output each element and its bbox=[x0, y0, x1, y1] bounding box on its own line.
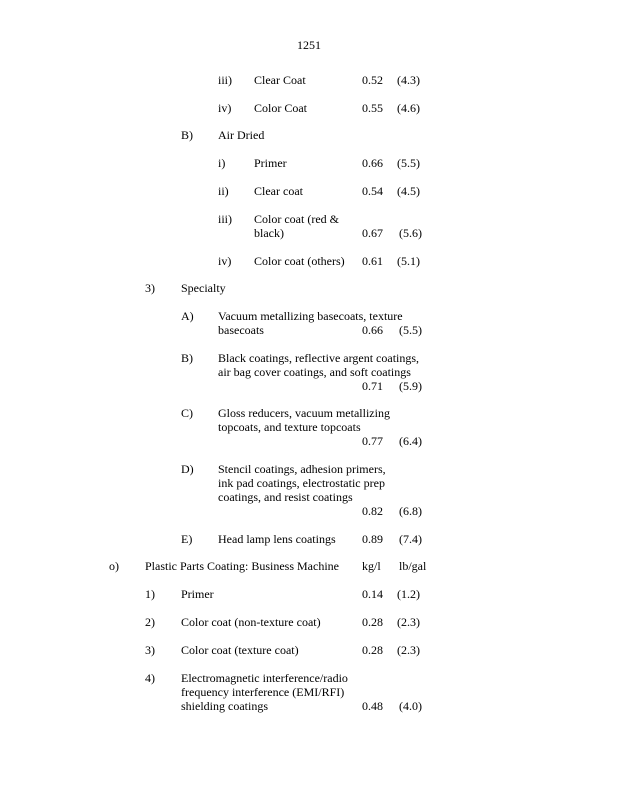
item-label: 4) bbox=[145, 671, 155, 685]
item-text: Color coat (non-texture coat) bbox=[181, 615, 321, 629]
item-gal-value: (4.6) bbox=[397, 101, 420, 115]
item-kg-value: 0.28 bbox=[362, 643, 383, 657]
item-text: Electromagnetic interference/radio frequency interference (EMI/RFI) shielding coatings bbox=[181, 671, 348, 713]
item-label: E) bbox=[181, 532, 193, 546]
item-label: iv) bbox=[218, 254, 232, 268]
item-gal-value: (5.1) bbox=[397, 254, 420, 268]
item-text: Color coat (others) bbox=[254, 254, 345, 268]
item-text: Vacuum metallizing basecoats, texture basecoats bbox=[218, 309, 403, 337]
item-text: Gloss reducers, vacuum metallizing topcoats, and texture topcoats bbox=[218, 406, 390, 434]
item-gal-value: (5.5) bbox=[397, 156, 420, 170]
item-gal-value: (6.8) bbox=[399, 504, 422, 518]
section-title: Plastic Parts Coating: Business Machine bbox=[145, 559, 339, 573]
item-gal-value: (4.3) bbox=[397, 73, 420, 87]
item-text: Black coatings, reflective argent coatings, air bag cover coatings, and soft coatings bbox=[218, 351, 420, 379]
section-label: 3) bbox=[145, 281, 155, 295]
item-text: Color coat (texture coat) bbox=[181, 643, 299, 657]
page-number: 1251 bbox=[297, 38, 321, 52]
item-text: Clear coat bbox=[254, 184, 303, 198]
unit-header-kg: kg/l bbox=[362, 559, 381, 573]
item-label: i) bbox=[218, 156, 226, 170]
item-text: Primer bbox=[181, 587, 214, 601]
item-gal-value: (6.4) bbox=[399, 434, 422, 448]
item-label: 1) bbox=[145, 587, 155, 601]
item-gal-value: (7.4) bbox=[399, 532, 422, 546]
item-kg-value: 0.66 bbox=[362, 156, 383, 170]
unit-header-gal: lb/gal bbox=[399, 559, 427, 573]
item-kg-value: 0.48 bbox=[362, 699, 383, 713]
item-kg-value: 0.52 bbox=[362, 73, 383, 87]
item-label: A) bbox=[181, 309, 194, 323]
item-label: D) bbox=[181, 462, 194, 476]
item-label: iii) bbox=[218, 73, 232, 87]
item-gal-value: (2.3) bbox=[397, 643, 420, 657]
item-text: Color coat (red & black) bbox=[254, 212, 339, 240]
item-kg-value: 0.89 bbox=[362, 532, 383, 546]
item-gal-value: (4.0) bbox=[399, 699, 422, 713]
item-label: C) bbox=[181, 406, 193, 420]
item-label: 2) bbox=[145, 615, 155, 629]
item-kg-value: 0.55 bbox=[362, 101, 383, 115]
section-title: Air Dried bbox=[218, 128, 265, 142]
section-label: o) bbox=[109, 559, 119, 573]
item-gal-value: (2.3) bbox=[397, 615, 420, 629]
item-label: B) bbox=[181, 351, 193, 365]
item-kg-value: 0.67 bbox=[362, 226, 383, 240]
section-label: B) bbox=[181, 128, 193, 142]
item-text: Stencil coatings, adhesion primers, ink pad coatings, electrostatic prep coatings, and resist coatings bbox=[218, 462, 386, 504]
item-label: iii) bbox=[218, 212, 232, 226]
item-text: Color Coat bbox=[254, 101, 307, 115]
item-gal-value: (1.2) bbox=[397, 587, 420, 601]
item-kg-value: 0.14 bbox=[362, 587, 383, 601]
item-kg-value: 0.66 bbox=[362, 323, 383, 337]
item-kg-value: 0.82 bbox=[362, 504, 383, 518]
item-text: Clear Coat bbox=[254, 73, 306, 87]
item-label: 3) bbox=[145, 643, 155, 657]
item-kg-value: 0.54 bbox=[362, 184, 383, 198]
item-kg-value: 0.61 bbox=[362, 254, 383, 268]
item-text: Head lamp lens coatings bbox=[218, 532, 336, 546]
item-kg-value: 0.77 bbox=[362, 434, 383, 448]
item-gal-value: (5.5) bbox=[399, 323, 422, 337]
item-kg-value: 0.28 bbox=[362, 615, 383, 629]
section-title: Specialty bbox=[181, 281, 226, 295]
item-text: Primer bbox=[254, 156, 287, 170]
item-kg-value: 0.71 bbox=[362, 379, 383, 393]
item-gal-value: (5.9) bbox=[399, 379, 422, 393]
item-label: ii) bbox=[218, 184, 229, 198]
item-label: iv) bbox=[218, 101, 232, 115]
item-gal-value: (4.5) bbox=[397, 184, 420, 198]
item-gal-value: (5.6) bbox=[399, 226, 422, 240]
